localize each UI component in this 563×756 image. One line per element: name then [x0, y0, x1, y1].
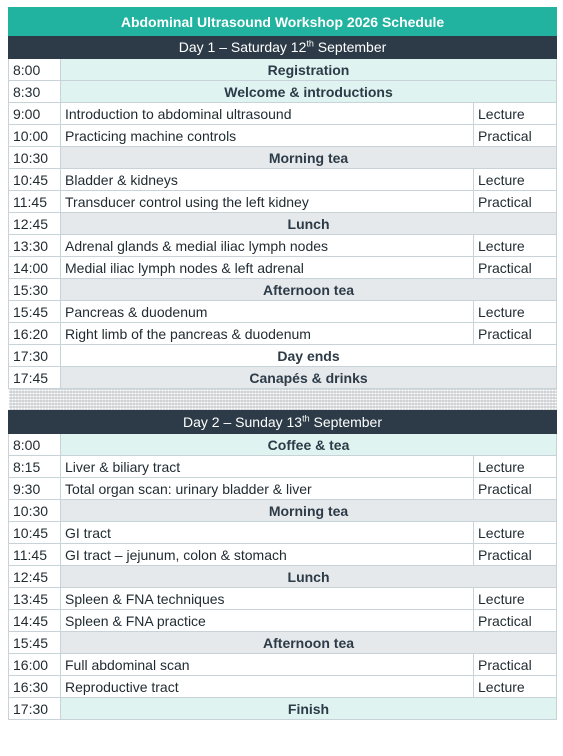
time-cell: 17:30: [9, 345, 61, 367]
day-heading-month: September: [309, 414, 382, 430]
session-row: [9, 478, 557, 500]
session-type: Lecture: [474, 301, 557, 323]
schedule-table: [8, 7, 557, 720]
session-row: [9, 103, 557, 125]
time-cell: 16:30: [9, 676, 61, 698]
session-type: Lecture: [474, 235, 557, 257]
time-cell: 10:30: [9, 500, 61, 522]
time-cell: 10:00: [9, 125, 61, 147]
session-type: Lecture: [474, 676, 557, 698]
day-separator: [9, 389, 557, 411]
session-row: [9, 235, 557, 257]
session-row: [9, 125, 557, 147]
session-title: Adrenal glands & medial iliac lymph nodes: [61, 235, 474, 257]
session-type: Practical: [474, 125, 557, 147]
break-row: [9, 698, 557, 720]
session-title: Bladder & kidneys: [61, 169, 474, 191]
day-1-header: [9, 36, 557, 59]
session-type: Lecture: [474, 522, 557, 544]
time-cell: 10:45: [9, 522, 61, 544]
break-label: Afternoon tea: [61, 279, 557, 301]
session-title: Transducer control using the left kidney: [61, 191, 474, 213]
session-row: [9, 676, 557, 698]
day-heading-ordinal: th: [302, 413, 310, 424]
session-type: Lecture: [474, 456, 557, 478]
time-cell: 11:45: [9, 544, 61, 566]
break-label: Registration: [61, 59, 557, 81]
break-label: Morning tea: [61, 500, 557, 522]
session-row: [9, 301, 557, 323]
session-type: Practical: [474, 478, 557, 500]
session-type: Practical: [474, 654, 557, 676]
break-row: [9, 566, 557, 588]
time-cell: 10:30: [9, 147, 61, 169]
time-cell: 14:45: [9, 610, 61, 632]
day-heading: [9, 411, 557, 434]
session-type: Practical: [474, 257, 557, 279]
break-label: Finish: [61, 698, 557, 720]
time-cell: 8:00: [9, 59, 61, 81]
time-cell: 15:30: [9, 279, 61, 301]
break-row: [9, 147, 557, 169]
schedule-title: Abdominal Ultrasound Workshop 2026 Schedule: [9, 8, 557, 36]
day-heading-ordinal: th: [306, 38, 314, 49]
session-row: [9, 588, 557, 610]
session-row: [9, 456, 557, 478]
session-type: Practical: [474, 610, 557, 632]
break-row: [9, 632, 557, 654]
time-cell: 15:45: [9, 632, 61, 654]
session-row: [9, 654, 557, 676]
time-cell: 12:45: [9, 213, 61, 235]
break-row: [9, 345, 557, 367]
session-row: [9, 169, 557, 191]
time-cell: 17:45: [9, 367, 61, 389]
time-cell: 10:45: [9, 169, 61, 191]
break-label: Lunch: [61, 213, 557, 235]
title-row: [9, 8, 557, 36]
day-heading-text: Day 1 – Saturday 12: [178, 39, 307, 55]
session-title: Total organ scan: urinary bladder & liver: [61, 478, 474, 500]
break-label: Day ends: [61, 345, 557, 367]
break-row: [9, 434, 557, 456]
break-row: [9, 81, 557, 103]
session-title: Full abdominal scan: [61, 654, 474, 676]
session-row: [9, 610, 557, 632]
time-cell: 13:45: [9, 588, 61, 610]
break-label: Morning tea: [61, 147, 557, 169]
session-title: Spleen & FNA practice: [61, 610, 474, 632]
session-title: Medial iliac lymph nodes & left adrenal: [61, 257, 474, 279]
break-row: [9, 279, 557, 301]
session-type: Practical: [474, 323, 557, 345]
break-row: [9, 59, 557, 81]
session-row: [9, 257, 557, 279]
time-cell: 8:30: [9, 81, 61, 103]
session-title: Practicing machine controls: [61, 125, 474, 147]
break-row: [9, 500, 557, 522]
time-cell: 11:45: [9, 191, 61, 213]
time-cell: 16:20: [9, 323, 61, 345]
break-label: Welcome & introductions: [61, 81, 557, 103]
session-type: Practical: [474, 191, 557, 213]
time-cell: 17:30: [9, 698, 61, 720]
session-type: Lecture: [474, 103, 557, 125]
session-type: Lecture: [474, 169, 557, 191]
separator-band: [9, 389, 557, 411]
session-type: Practical: [474, 544, 557, 566]
day-heading-text: Day 2 – Sunday 13: [183, 414, 303, 430]
time-cell: 12:45: [9, 566, 61, 588]
day-heading-month: September: [313, 39, 387, 55]
session-title: Pancreas & duodenum: [61, 301, 474, 323]
session-row: [9, 191, 557, 213]
break-label: Coffee & tea: [61, 434, 557, 456]
time-cell: 16:00: [9, 654, 61, 676]
break-row: [9, 213, 557, 235]
session-title: Right limb of the pancreas & duodenum: [61, 323, 474, 345]
time-cell: 9:00: [9, 103, 61, 125]
session-title: Liver & biliary tract: [61, 456, 474, 478]
break-row: [9, 367, 557, 389]
session-row: [9, 323, 557, 345]
time-cell: 8:00: [9, 434, 61, 456]
session-title: Spleen & FNA techniques: [61, 588, 474, 610]
session-row: [9, 522, 557, 544]
break-label: Afternoon tea: [61, 632, 557, 654]
session-type: Lecture: [474, 588, 557, 610]
day-2-header: [9, 411, 557, 434]
time-cell: 9:30: [9, 478, 61, 500]
time-cell: 14:00: [9, 257, 61, 279]
session-title: Introduction to abdominal ultrasound: [61, 103, 474, 125]
day-heading: [9, 36, 557, 59]
session-title: GI tract: [61, 522, 474, 544]
session-row: [9, 544, 557, 566]
break-label: Canapés & drinks: [61, 367, 557, 389]
break-label: Lunch: [61, 566, 557, 588]
session-title: GI tract – jejunum, colon & stomach: [61, 544, 474, 566]
time-cell: 15:45: [9, 301, 61, 323]
time-cell: 13:30: [9, 235, 61, 257]
time-cell: 8:15: [9, 456, 61, 478]
session-title: Reproductive tract: [61, 676, 474, 698]
